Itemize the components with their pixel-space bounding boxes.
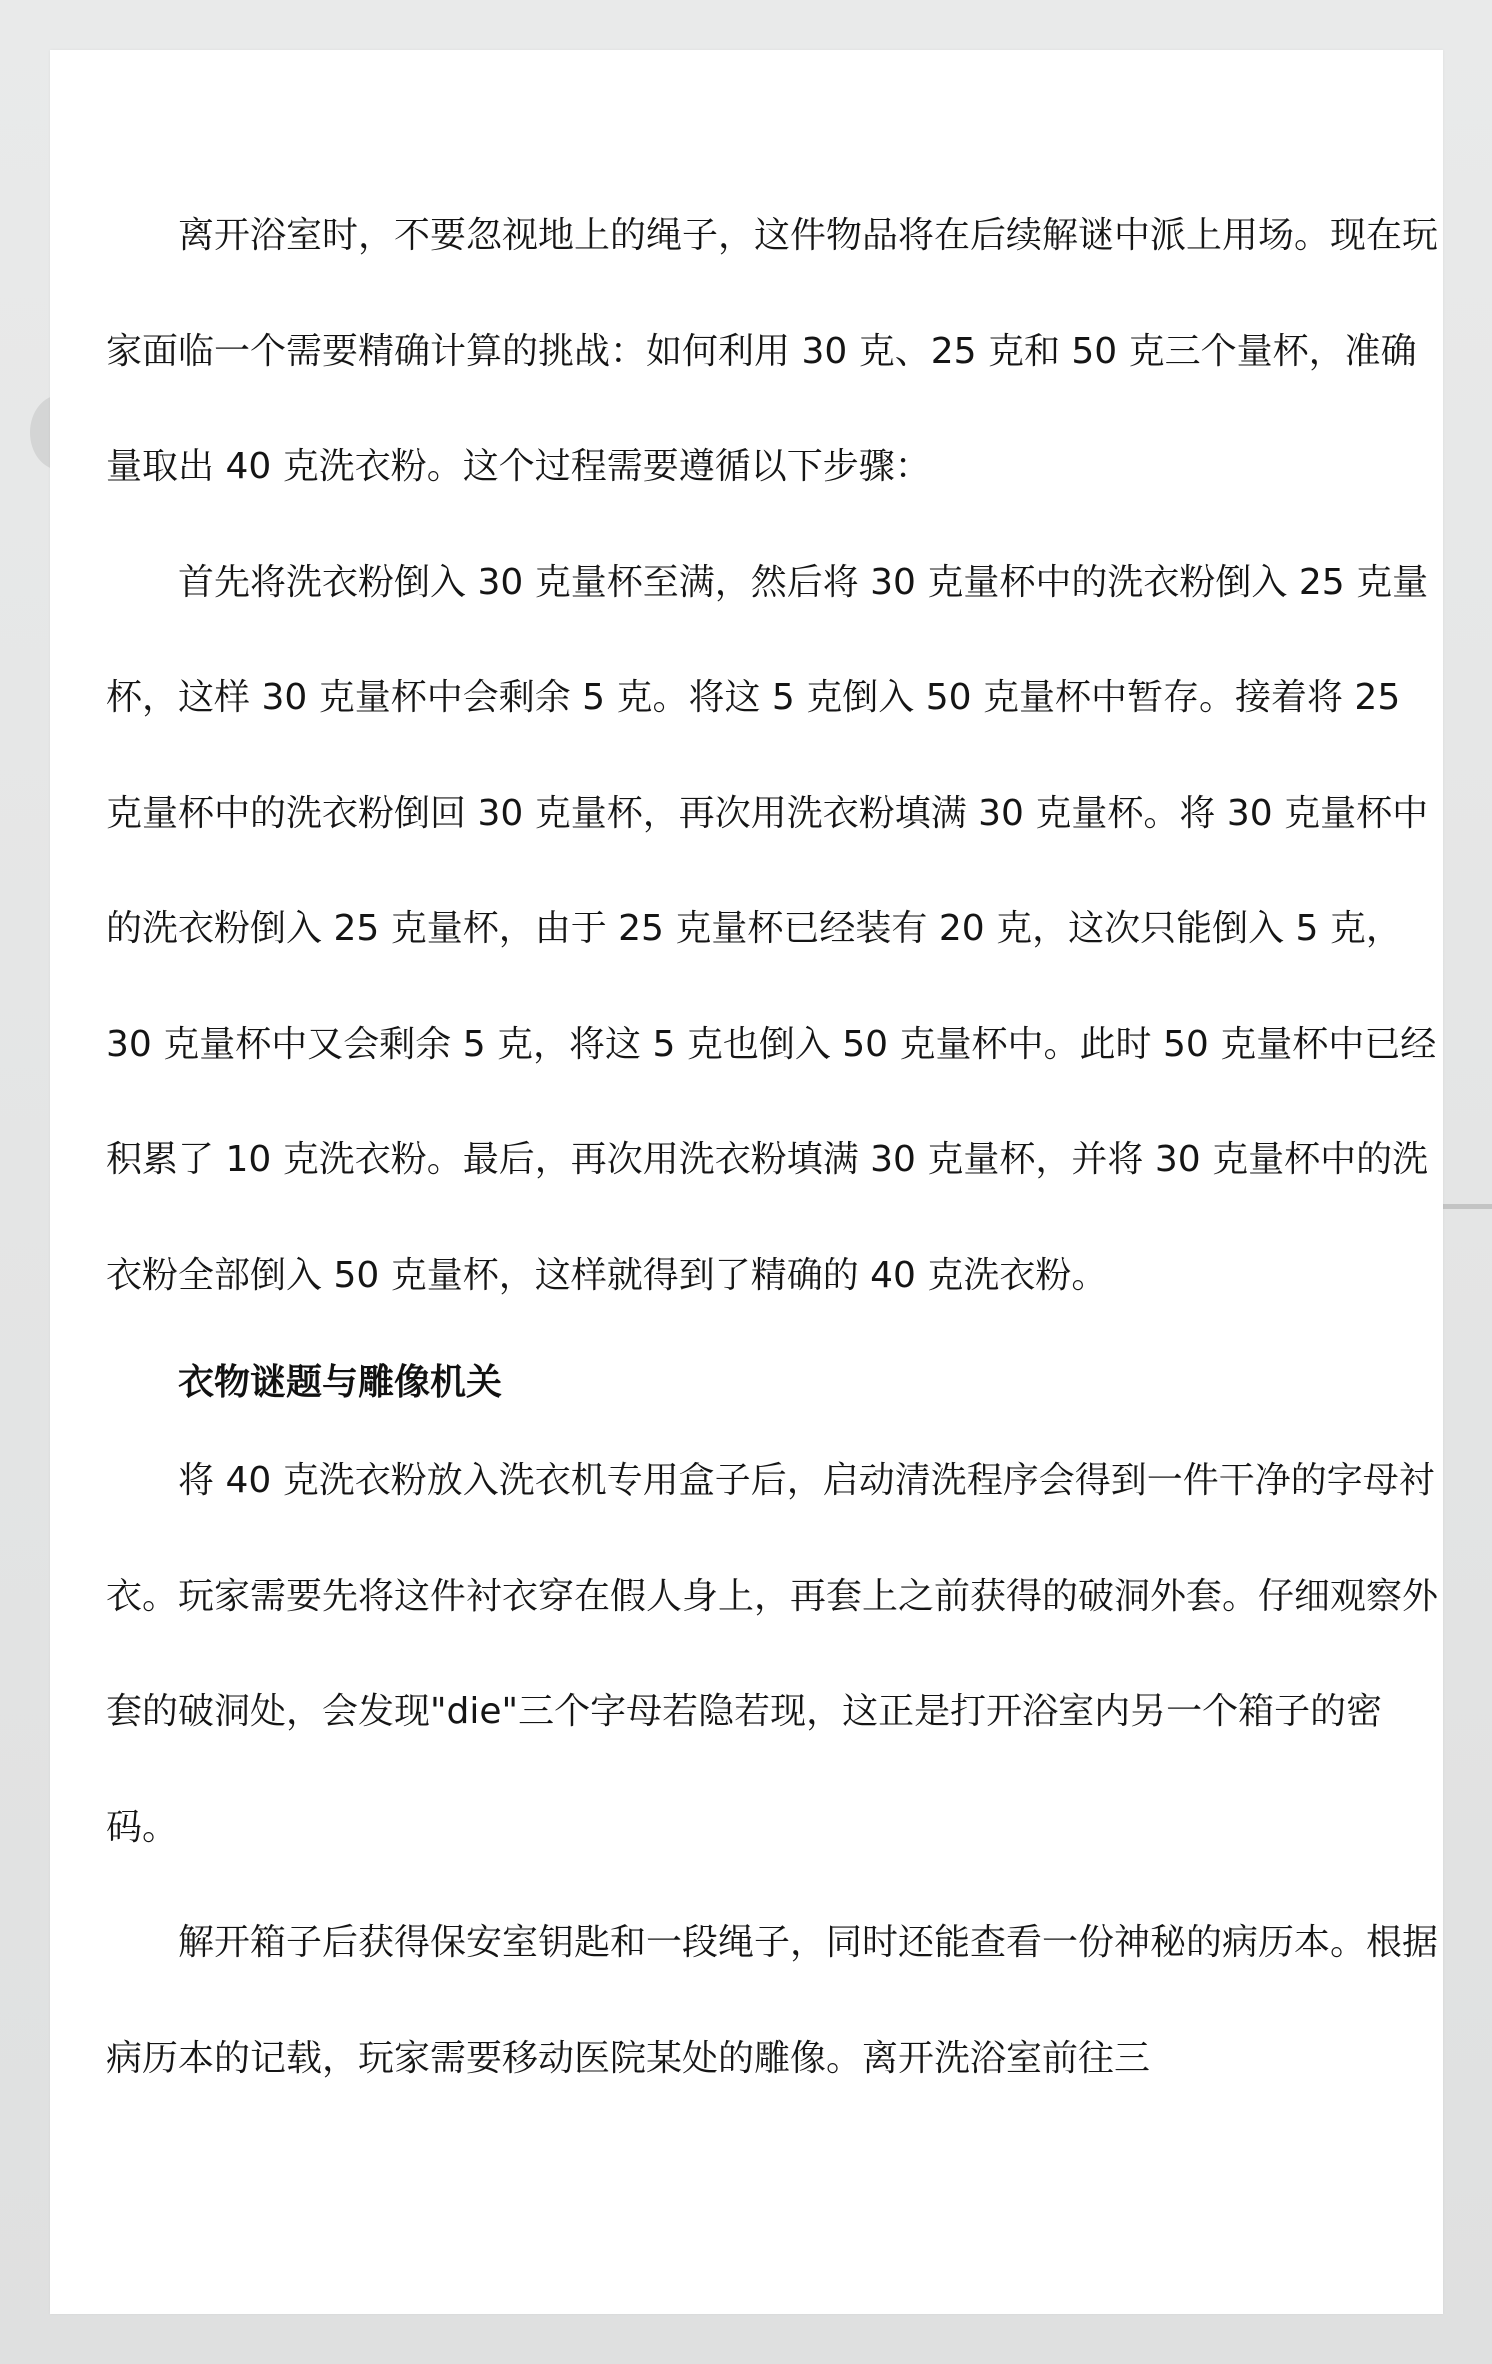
- paragraph-measuring-steps: 首先将洗衣粉倒入 30 克量杯至满，然后将 30 克量杯中的洗衣粉倒入 25 克量杯，这样 30 克量杯中会剩余 5 克。将这 5 克倒入 50 克量杯中暂存。接着将 25 克量杯中的洗衣粉倒回 30 克量杯，再次用洗衣粉填满 30 克量杯。将 30 克量杯中的洗衣粉倒入 25 克量杯，由于 25 克量杯已经装有 20 克，这次只能倒入 5 克，30 克量杯中又会剩余 5 克，将这 5 克也倒入 50 克量杯中。此时 50 克量杯中已经积累了 10 克洗衣粉。最后，再次用洗衣粉填满 30 克量杯，并将 30 克量杯中的洗衣粉全部倒入 50 克量杯，这样就得到了精确的 40 克洗衣粉。: [106, 561, 1437, 1296]
- paragraph-rope-and-measuring-challenge: 离开浴室时，不要忽视地上的绳子，这件物品将在后续解谜中派上用场。现在玩家面临一个需要精确计算的挑战：如何利用 30 克、25 克和 50 克三个量杯，准确量取出 40 克洗衣粉。这个过程需要遵循以下步骤：: [106, 215, 1439, 487]
- paragraph-statue-mechanism: 解开箱子后获得保安室钥匙和一段绳子，同时还能查看一份神秘的病历本。根据病历本的记载，玩家需要移动医院某处的雕像。离开洗浴室前往三: [106, 1922, 1439, 2079]
- document-page: [50, 50, 1443, 2314]
- section-heading: 衣物谜题与雕像机关: [178, 1362, 503, 1403]
- paragraph-clothing-puzzle: 将 40 克洗衣粉放入洗衣机专用盒子后，启动清洗程序会得到一件干净的字母衬衣。玩家需要先将这件衬衣穿在假人身上，再套上之前获得的破洞外套。仔细观察外套的破洞处，会发现"die"三个字母若隐若现，这正是打开浴室内另一个箱子的密码。: [106, 1460, 1439, 1848]
- background-divider-line: [1440, 1204, 1492, 1209]
- document-content: [106, 178, 1446, 2116]
